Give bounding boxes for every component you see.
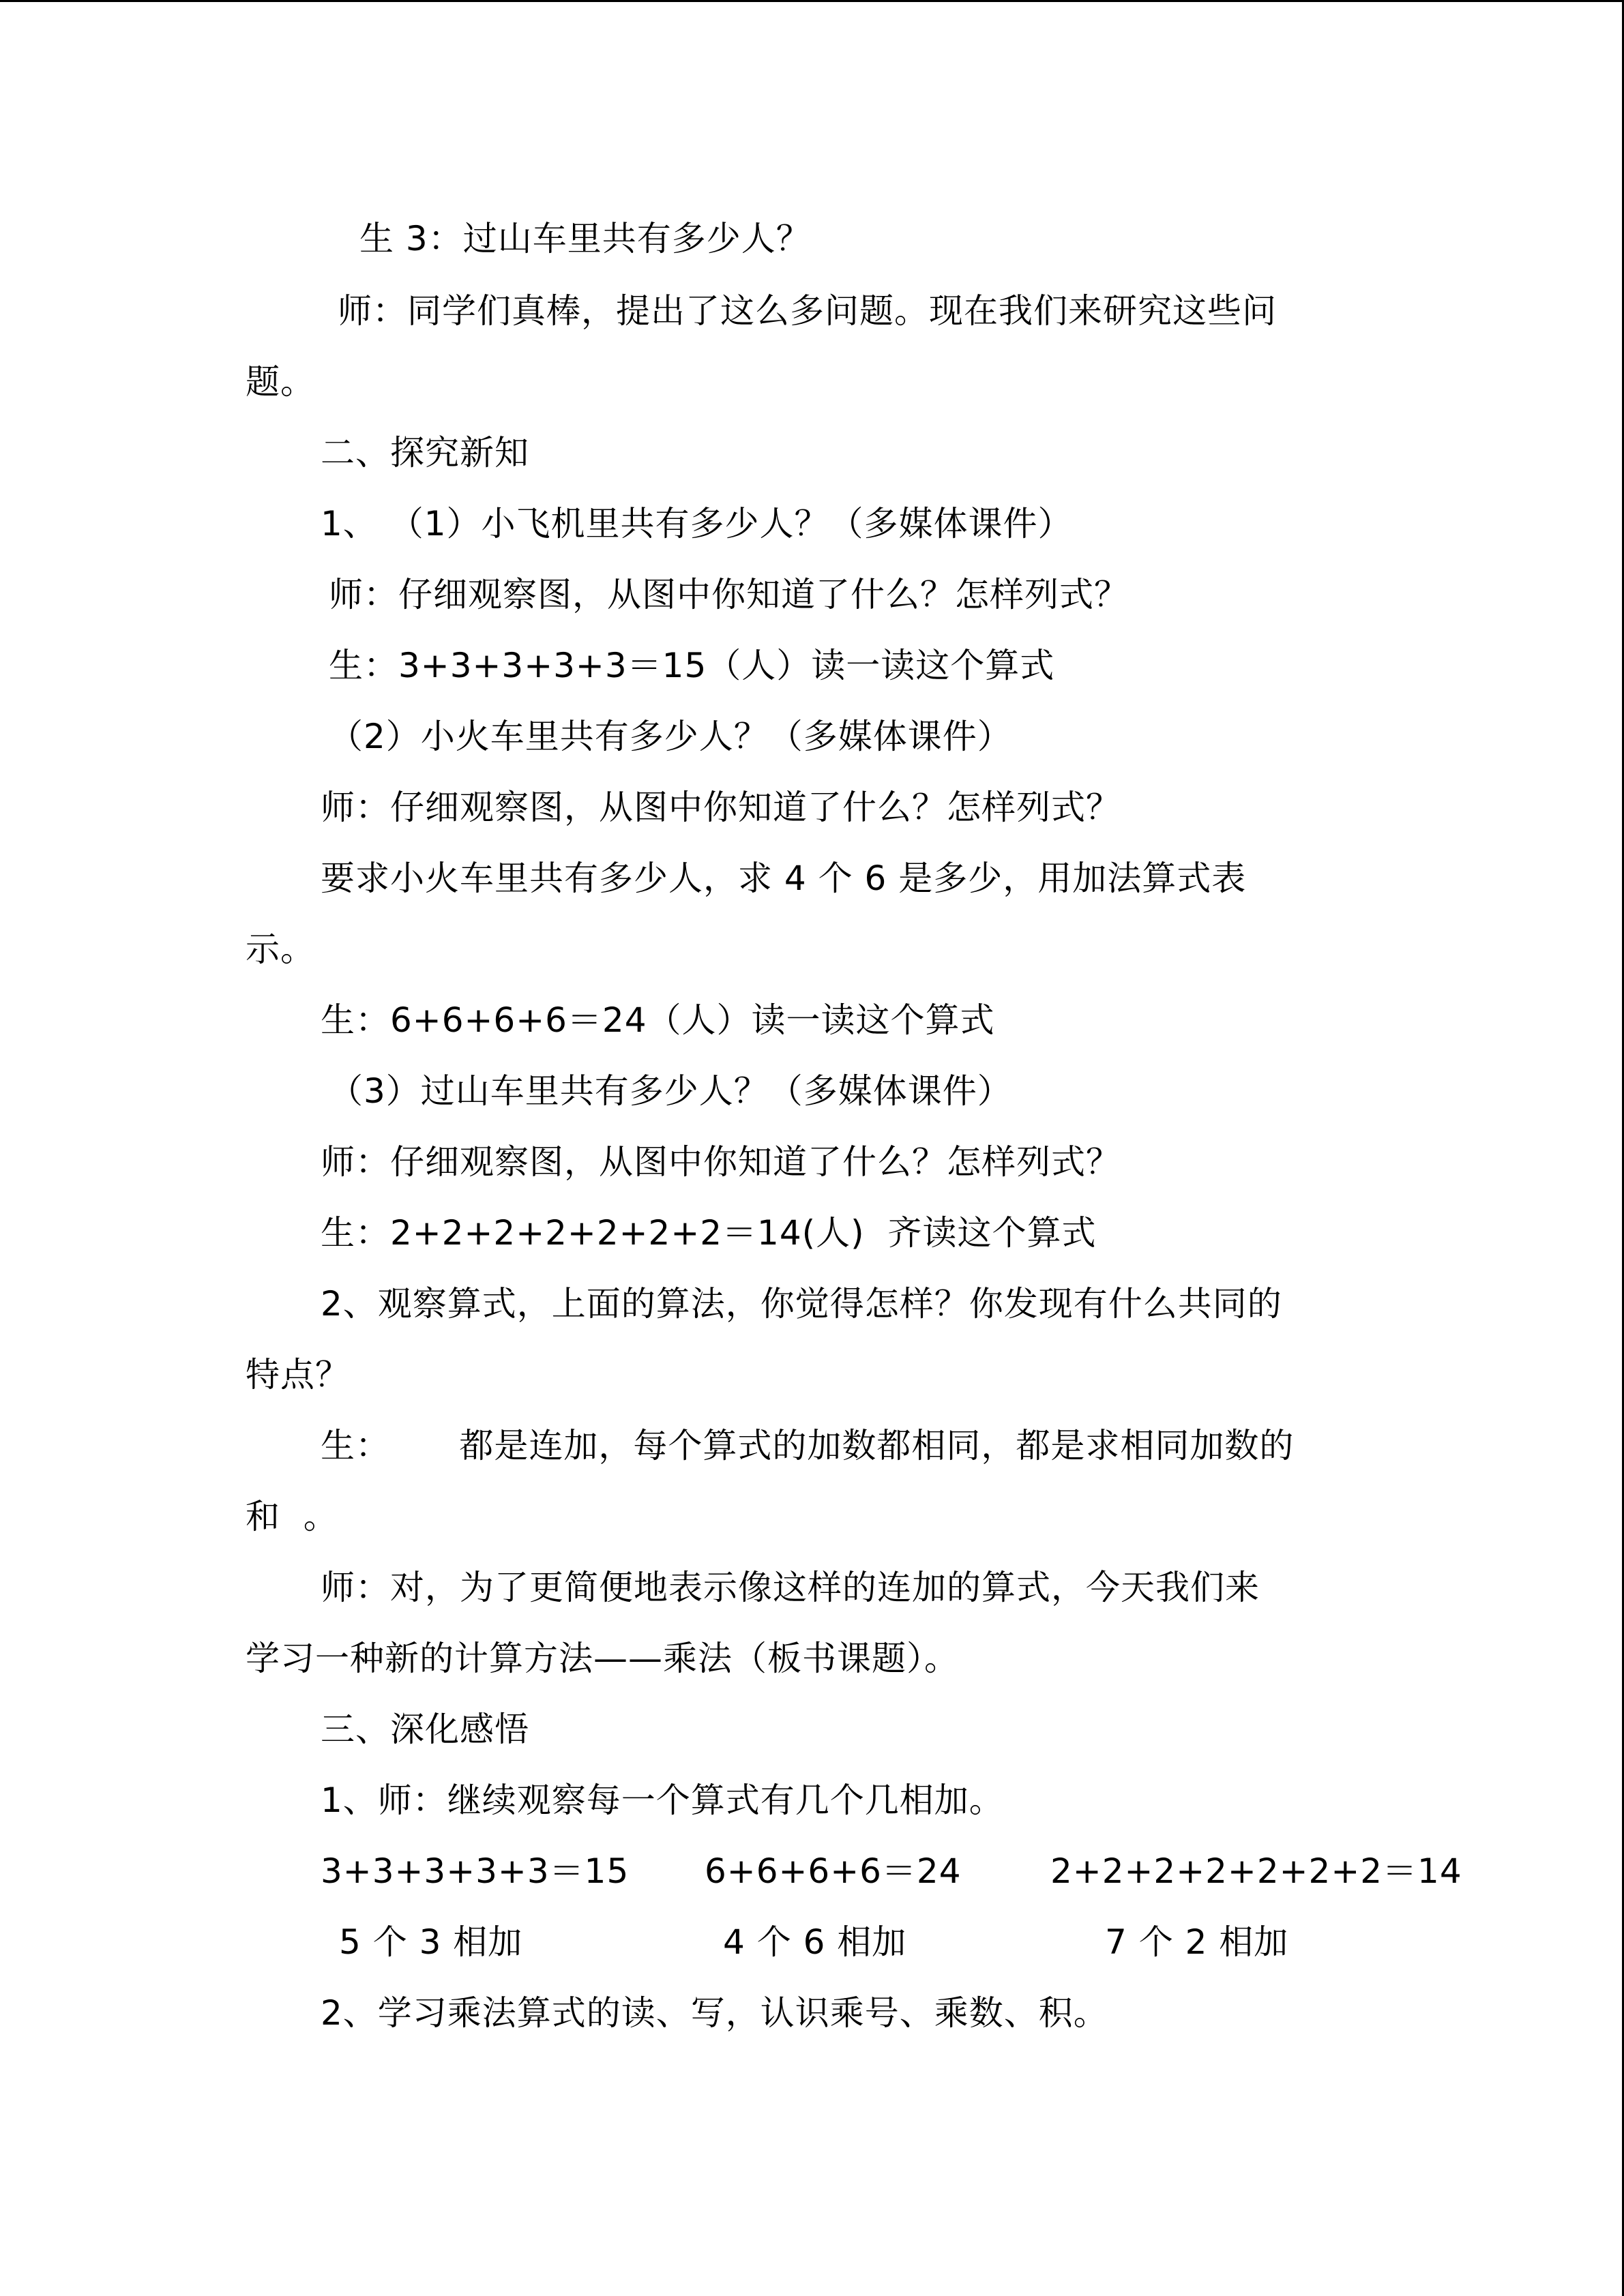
text-line: 生 3：过山车里共有多少人？ <box>359 219 811 258</box>
text-line: 师：仔细观察图，从图中你知道了什么？怎样列式？ <box>329 575 1129 614</box>
text-line: 师：对，为了更简便地表示像这样的连加的算式，今天我们来 <box>321 1568 1260 1607</box>
text-line: 1、 （1）小飞机里共有多少人？（多媒体课件） <box>321 504 1073 543</box>
text-line: 特点？ <box>246 1355 350 1395</box>
page-top-border <box>0 0 1624 2</box>
text-line: 学习一种新的计算方法——乘法（板书课题）。 <box>246 1639 959 1678</box>
text-line: 2、观察算式，上面的算法，你觉得怎样？你发现有什么共同的 <box>321 1284 1282 1324</box>
text-line: 生： 都是连加，每个算式的加数都相同，都是求相同加数的 <box>321 1426 1295 1465</box>
section-heading: 二、探究新知 <box>321 433 529 473</box>
text-line: 生：3+3+3+3+3＝15（人）读一读这个算式 <box>329 646 1055 685</box>
text-line: 生：6+6+6+6＝24（人）读一读这个算式 <box>321 1000 995 1040</box>
equation-formula: 2+2+2+2+2+2+2＝14 <box>1050 1851 1462 1891</box>
equation-description: 7 个 2 相加 <box>1105 1922 1289 1962</box>
text-line: 师：仔细观察图，从图中你知道了什么？怎样列式？ <box>321 1142 1121 1182</box>
text-line: （2）小火车里共有多少人？（多媒体课件） <box>329 717 1012 756</box>
text-line: 生：2+2+2+2+2+2+2＝14(人) 齐读这个算式 <box>321 1213 1097 1253</box>
text-line: 要求小火车里共有多少人，求 4 个 6 是多少，用加法算式表 <box>321 859 1247 898</box>
text-line: 2、学习乘法算式的读、写，认识乘号、乘数、积。 <box>321 1993 1108 2033</box>
text-line: （3）过山车里共有多少人？（多媒体课件） <box>329 1071 1012 1111</box>
equation-formula: 3+3+3+3+3＝15 <box>321 1851 630 1891</box>
section-heading: 三、深化感悟 <box>321 1710 529 1749</box>
text-line: 师：同学们真棒，提出了这么多问题。现在我们来研究这些问 <box>338 291 1277 331</box>
equation-description: 5 个 3 相加 <box>339 1922 523 1962</box>
text-line: 1、师：继续观察每一个算式有几个几相加。 <box>321 1780 1004 1820</box>
text-line: 示。 <box>246 929 315 969</box>
text-line: 师：仔细观察图，从图中你知道了什么？怎样列式？ <box>321 788 1121 827</box>
equation-description: 4 个 6 相加 <box>723 1922 907 1962</box>
text-line: 题。 <box>246 362 315 402</box>
equation-formula: 6+6+6+6＝24 <box>705 1851 962 1891</box>
text-line: 和 。 <box>246 1497 338 1536</box>
